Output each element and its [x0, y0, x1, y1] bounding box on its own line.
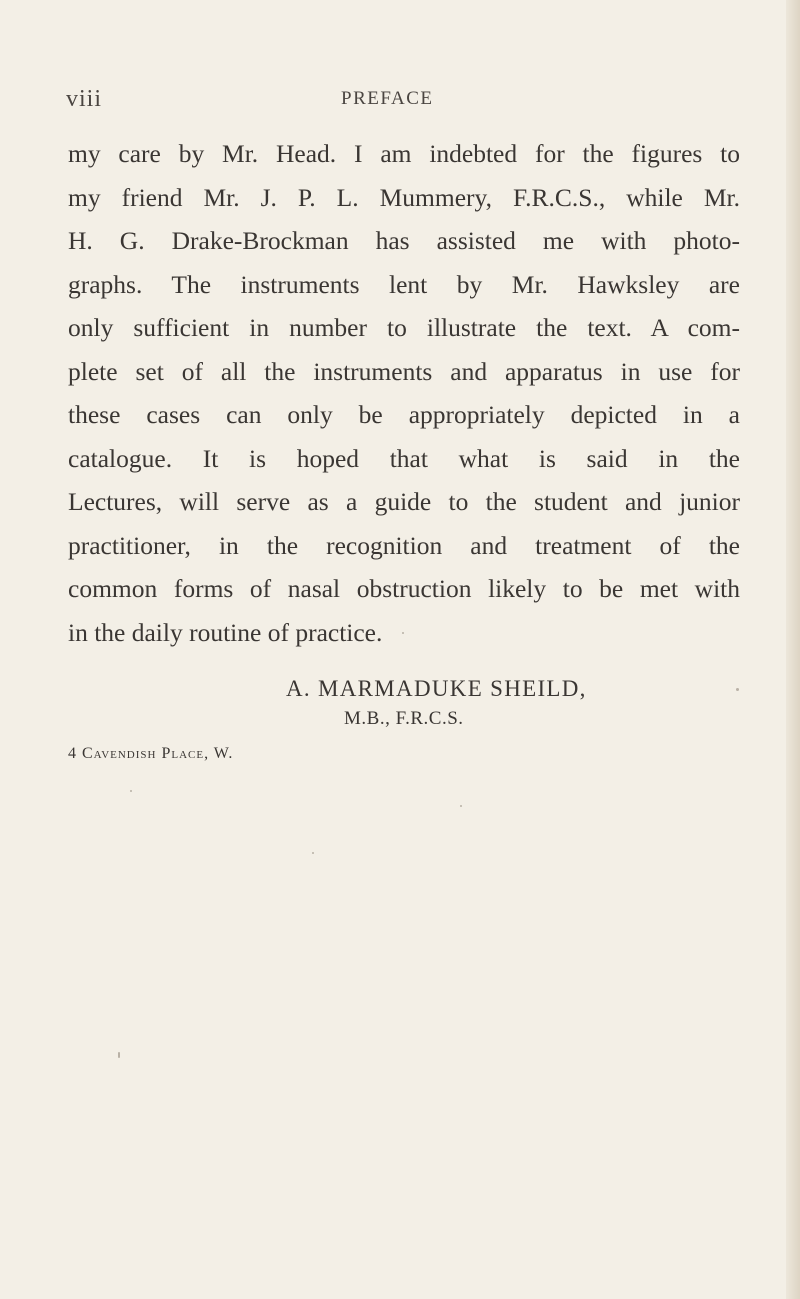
- paper-speck: [402, 632, 404, 634]
- text-line: my friend Mr. J. P. L. Mummery, F.R.C.S., while Mr.: [68, 182, 740, 212]
- text-line: Lectures, will serve as a guide to the student and junior: [68, 487, 740, 516]
- running-title: PREFACE: [341, 88, 434, 109]
- author-degrees: M.B., F.R.C.S.: [344, 708, 464, 729]
- text-line: catalogue. It is hoped that what is said in the: [68, 443, 740, 473]
- text-line: these cases can only be appropriately depicted in a: [68, 400, 740, 429]
- text-line: my care by Mr. Head. I am indebted for the figures to: [68, 139, 740, 168]
- author-address: 4 Cavendish Place, W.: [68, 745, 234, 762]
- text-line: in the daily routine of practice.: [68, 617, 383, 647]
- paper-speck: [312, 852, 314, 854]
- text-line: graphs. The instruments lent by Mr. Hawksley are: [68, 269, 740, 299]
- running-head: [66, 86, 746, 116]
- preface-paragraph: [68, 132, 740, 654]
- text-line: practitioner, in the recognition and treatment of the: [68, 530, 740, 560]
- paper-speck: [736, 688, 739, 691]
- text-line: common forms of nasal obstruction likely to be met with: [68, 574, 740, 603]
- author-name: A. MARMADUKE SHEILD,: [286, 676, 587, 701]
- paper-speck: [130, 790, 132, 792]
- page-edge: [786, 0, 800, 1299]
- paper-speck: [118, 1052, 120, 1058]
- page-number: viii: [66, 86, 103, 112]
- text-line: plete set of all the instruments and apparatus in use for: [68, 356, 740, 386]
- text-line: H. G. Drake-Brockman has assisted me with photo-: [68, 226, 740, 255]
- signature-block: [286, 676, 706, 730]
- paper-speck: [460, 805, 462, 807]
- text-line: only sufficient in number to illustrate the text. A com-: [68, 313, 740, 342]
